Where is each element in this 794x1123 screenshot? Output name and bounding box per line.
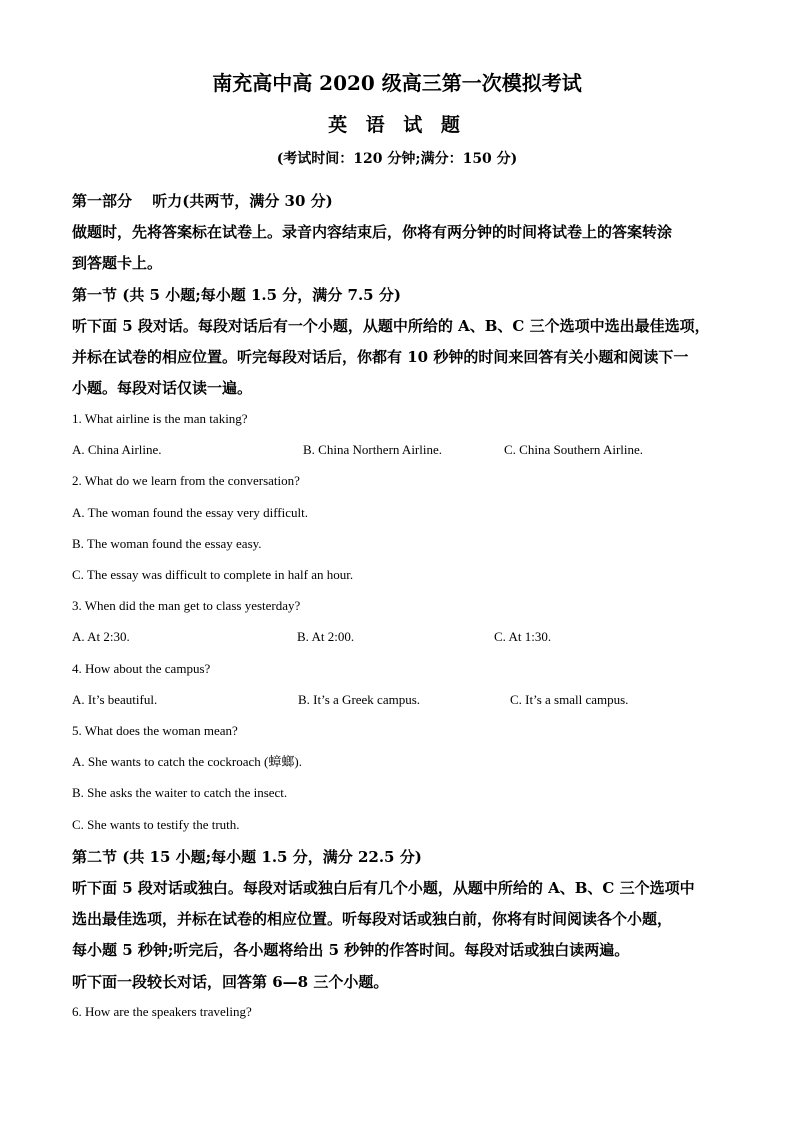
question-stem: 1. What airline is the man taking? bbox=[72, 411, 248, 426]
section2-instruction-line: 每小题 5 秒钟;听完后，各小题将给出 5 秒钟的作答时间。每段对话或独白读两遍。 bbox=[72, 941, 630, 959]
question-stem: 4. How about the campus? bbox=[72, 661, 211, 676]
part1-heading: 第一部分 听力(共两节，满分 30 分) bbox=[72, 192, 333, 210]
part1-instruction-line: 做题时，先将答案标在试卷上。录音内容结束后，你将有两分钟的时间将试卷上的答案转涂 bbox=[72, 223, 673, 241]
question-stem: 3. When did the man get to class yesterday? bbox=[72, 598, 301, 613]
option-c: C. It’s a small campus. bbox=[510, 692, 629, 707]
option-b: B. The woman found the essay easy. bbox=[72, 536, 262, 551]
option-a: A. She wants to catch the cockroach (蟑螂). bbox=[72, 754, 302, 769]
option-c: C. The essay was difficult to complete in half an hour. bbox=[72, 567, 354, 582]
option-a: A. At 2:30. bbox=[72, 629, 130, 644]
option-c: C. China Southern Airline. bbox=[504, 442, 644, 457]
time-note: (考试时间：120 分钟;满分：150 分) bbox=[276, 151, 518, 167]
option-b: B. It’s a Greek campus. bbox=[298, 692, 421, 707]
option-a: A. It’s beautiful. bbox=[72, 692, 158, 707]
option-b: B. She asks the waiter to catch the insect. bbox=[72, 785, 288, 800]
section1-heading: 第一节 (共 5 小题;每小题 1.5 分，满分 7.5 分) bbox=[72, 286, 401, 304]
section1-instruction-line: 听下面 5 段对话。每段对话后有一个小题，从题中所给的 A、B、C 三个选项中选出最佳选项， bbox=[72, 317, 710, 335]
part1-instruction-line: 到答题卡上。 bbox=[72, 254, 163, 272]
question-stem: 5. What does the woman mean? bbox=[72, 723, 238, 738]
option-c: C. She wants to testify the truth. bbox=[72, 817, 240, 832]
section1-instruction-line: 并标在试卷的相应位置。听完每段对话后，你都有 10 秒钟的时间来回答有关小题和阅读下一 bbox=[72, 348, 689, 366]
option-b: B. China Northern Airline. bbox=[303, 442, 443, 457]
section2-subheading: 听下面一段较长对话，回答第 6—8 三个小题。 bbox=[72, 973, 389, 991]
option-a: A. The woman found the essay very difficult. bbox=[72, 505, 308, 520]
section1-instruction-line: 小题。每段对话仅读一遍。 bbox=[72, 379, 253, 397]
option-a: A. China Airline. bbox=[72, 442, 162, 457]
question-stem: 6. How are the speakers traveling? bbox=[72, 1004, 252, 1019]
section2-instruction-line: 听下面 5 段对话或独白。每段对话或独白后有几个小题，从题中所给的 A、B、C 三个选项中 bbox=[72, 879, 695, 897]
question-stem: 2. What do we learn from the conversation? bbox=[72, 473, 300, 488]
option-c: C. At 1:30. bbox=[494, 629, 552, 644]
section2-heading: 第二节 (共 15 小题;每小题 1.5 分，满分 22.5 分) bbox=[72, 848, 422, 866]
option-b: B. At 2:00. bbox=[297, 629, 355, 644]
exam-title: 南充高中高 2020 级高三第一次模拟考试 bbox=[212, 71, 582, 95]
subject-title: 英 语 试 题 bbox=[328, 114, 466, 136]
section2-instruction-line: 选出最佳选项，并标在试卷的相应位置。听每段对话或独白前，你将有时间阅读各个小题， bbox=[72, 910, 673, 928]
